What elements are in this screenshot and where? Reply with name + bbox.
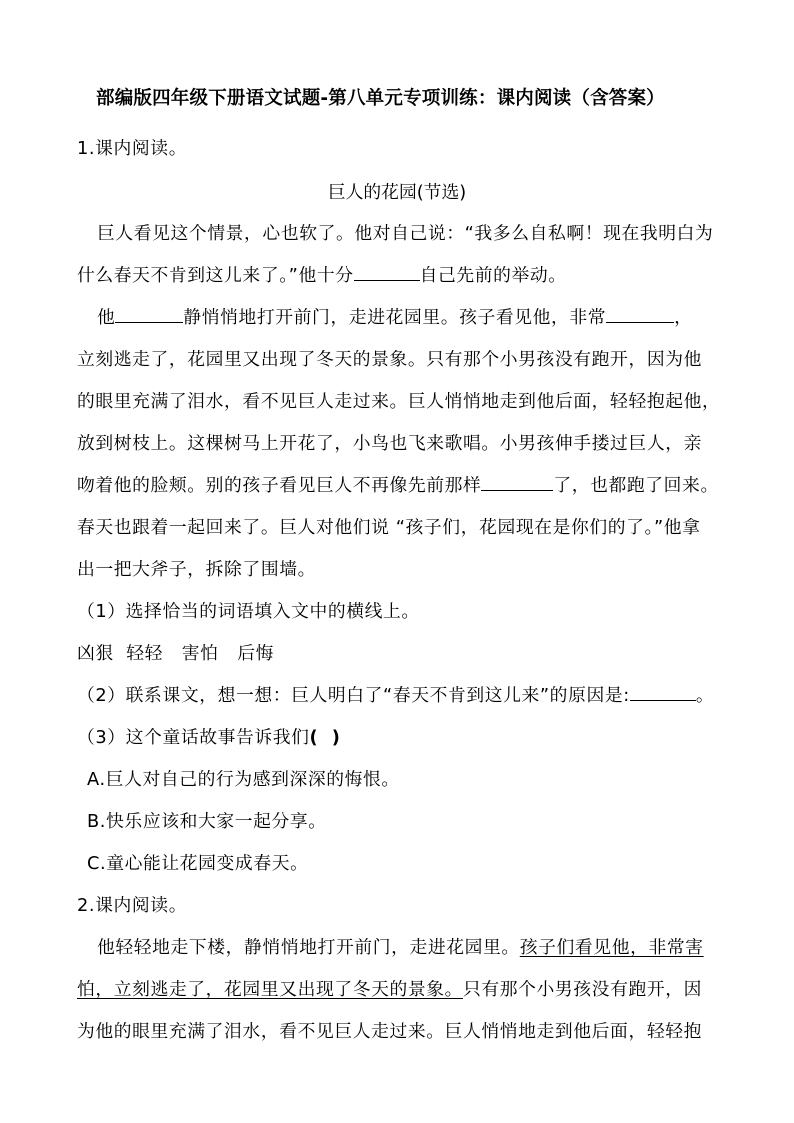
paragraph-2-line-5 xyxy=(77,472,719,497)
option-a[interactable]: A.巨人对自己的行为感到深深的悔恨。 xyxy=(87,769,400,790)
paragraph-2-line-7: 出一把大斧子，拆除了围墙。 xyxy=(77,559,316,580)
paragraph-2-line-4: 放到树枝上。这棵树马上开花了，小鸟也飞来歌唱。小男孩伸手搂过巨人，亲 xyxy=(77,433,702,454)
underlined-sentence: 怕，立刻逃走了，花园里又出现了冬天的景象。 xyxy=(77,979,464,1000)
fill-blank-1[interactable] xyxy=(354,266,420,281)
paragraph-2-line-6: 春天也跟着一起回来了。巨人对他们说 “孩子们，花园现在是你们的了。”他拿 xyxy=(77,517,701,538)
text-segment: 他轻轻地走下楼，静悄悄地打开前门，走进花园里。 xyxy=(97,937,520,958)
text-segment: （3）这个童话故事告诉我们 xyxy=(77,727,310,748)
text-segment: 了，也都跑了回来。 xyxy=(553,475,719,496)
text-segment: ， xyxy=(674,307,693,328)
question-2-heading: 2.课内阅读。 xyxy=(77,895,188,916)
q2-line-2 xyxy=(77,976,702,1001)
fill-blank-4[interactable] xyxy=(481,476,553,491)
paragraph-2-line-2: 立刻逃走了，花园里又出现了冬天的景象。只有那个小男孩没有跑开，因为他 xyxy=(77,349,702,370)
fill-blank-5[interactable] xyxy=(630,686,696,701)
paragraph-1-line-1: 巨人看见这个情景，心也软了。他对自己说：“我多么自私啊！现在我明白为 xyxy=(97,223,714,244)
option-b[interactable]: B.快乐应该和大家一起分享。 xyxy=(87,811,327,832)
passage-title: 巨人的花园(节选) xyxy=(327,182,467,203)
text-segment: 吻着他的脸颊。别的孩子看见巨人不再像先前那样 xyxy=(77,475,482,496)
text-segment: 只有那个小男孩没有跑开，因 xyxy=(463,979,702,1000)
question-1-heading: 1.课内阅读。 xyxy=(77,138,188,159)
text-segment: （2）联系课文，想一想：巨人明白了“春天不肯到这儿来”的原因是: xyxy=(77,685,630,706)
sub-question-1: （1）选择恰当的词语填入文中的横线上。 xyxy=(77,601,420,622)
q2-line-3: 为他的眼里充满了泪水，看不见巨人走过来。巨人悄悄地走到他后面，轻轻抱 xyxy=(77,1021,702,1042)
answer-bracket[interactable]: ( ) xyxy=(309,727,341,748)
paragraph-1-line-2 xyxy=(77,262,567,287)
paragraph-2-line-3: 的眼里充满了泪水，看不见巨人走过来。巨人悄悄地走到他后面，轻轻抱起他， xyxy=(77,391,721,412)
option-c[interactable]: C.童心能让花园变成春天。 xyxy=(87,853,309,874)
fill-blank-2[interactable] xyxy=(115,308,183,323)
text-segment: 什么春天不肯到这儿来了。”他十分 xyxy=(77,265,354,286)
sub-question-3 xyxy=(77,724,341,749)
fill-blank-3[interactable] xyxy=(606,308,674,323)
text-segment: 自己先前的举动。 xyxy=(419,265,567,286)
text-segment: 他 xyxy=(97,307,116,328)
text-segment: 静悄悄地打开前门，走进花园里。孩子看见他，非常 xyxy=(183,307,607,328)
q2-line-1 xyxy=(97,934,704,959)
document-title: 部编版四年级下册语文试题-第八单元专项训练：课内阅读（含答案） xyxy=(96,88,665,109)
paragraph-2-line-1 xyxy=(97,304,693,329)
underlined-sentence: 孩子们看见他，非常害 xyxy=(519,937,704,958)
word-bank: 凶狠 轻轻 害怕 后悔 xyxy=(77,643,275,664)
text-segment: 。 xyxy=(695,685,715,706)
sub-question-2 xyxy=(77,682,714,707)
